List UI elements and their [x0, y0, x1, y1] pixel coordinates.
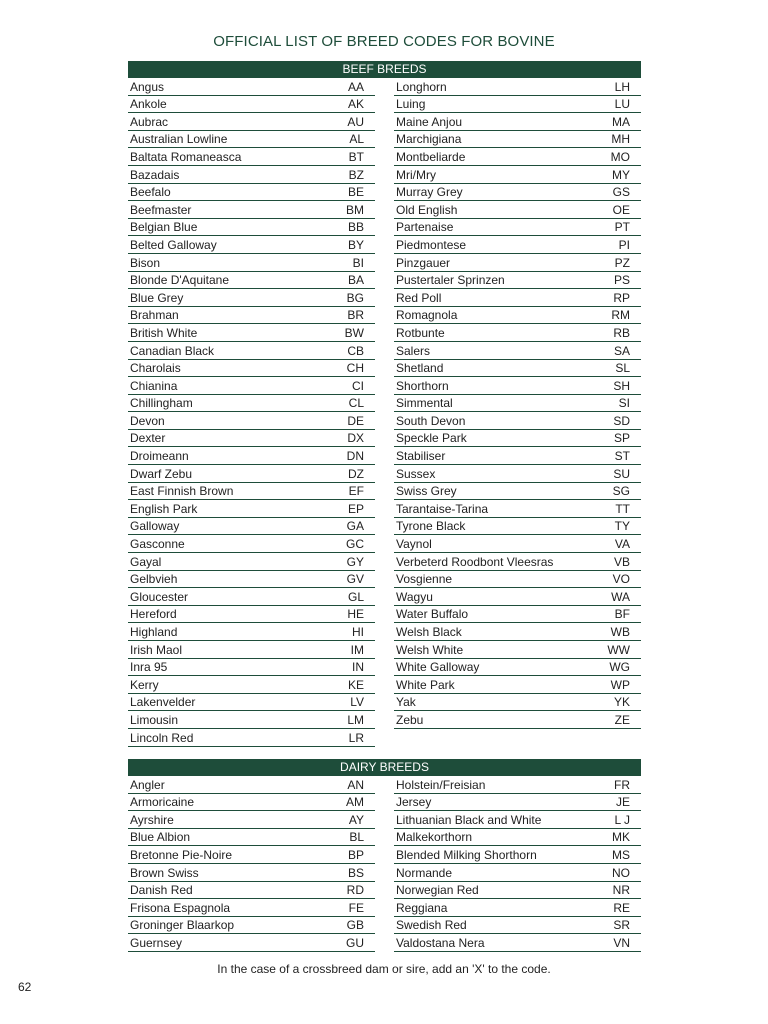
dairy-left-column — [128, 776, 375, 952]
breed-row — [394, 811, 641, 829]
breed-row — [128, 846, 375, 864]
breed-row — [128, 606, 375, 624]
breed-code: PS — [613, 273, 630, 288]
breed-row — [128, 430, 375, 448]
breed-row — [394, 254, 641, 272]
breed-name: Yak — [396, 695, 416, 710]
breed-row — [128, 776, 375, 794]
breed-code: EP — [347, 501, 364, 516]
breed-row — [128, 588, 375, 606]
breed-name: Australian Lowline — [130, 132, 228, 147]
breed-row — [394, 899, 641, 917]
breed-row — [128, 412, 375, 430]
breed-code: VA — [614, 537, 630, 552]
breed-code: GA — [346, 519, 364, 534]
breed-name: Rotbunte — [396, 325, 445, 340]
breed-code: BB — [347, 220, 364, 235]
breed-name: Dexter — [130, 431, 166, 446]
breed-code: BY — [347, 237, 364, 252]
breed-row — [128, 78, 375, 96]
breed-code: RM — [611, 308, 630, 323]
breed-code: IN — [352, 660, 364, 675]
breed-code: BS — [347, 865, 364, 880]
breed-row — [394, 219, 641, 237]
breed-row — [128, 917, 375, 935]
breed-code: NO — [612, 865, 630, 880]
page-number: 62 — [18, 980, 32, 994]
breed-code: RB — [613, 325, 630, 340]
breed-code: RE — [613, 900, 630, 915]
breed-name: English Park — [130, 501, 198, 516]
breed-row — [394, 794, 641, 812]
breed-code: AN — [347, 777, 364, 792]
breed-code: DX — [347, 431, 364, 446]
breed-name: Lakenvelder — [130, 695, 196, 710]
breed-code: HE — [347, 607, 364, 622]
breed-row — [394, 113, 641, 131]
breed-row — [394, 676, 641, 694]
breed-name: Longhorn — [396, 79, 447, 94]
breed-code: ZE — [614, 712, 630, 727]
breed-code: BE — [347, 185, 364, 200]
breed-code: SA — [613, 343, 630, 358]
breed-row — [394, 184, 641, 202]
breed-name: Ankole — [130, 97, 167, 112]
breed-name: Gloucester — [130, 589, 189, 604]
breed-name: Chianina — [130, 378, 178, 393]
breed-code: SP — [613, 431, 630, 446]
breed-name: Charolais — [130, 361, 181, 376]
breed-name: Mri/Mry — [396, 167, 436, 182]
breed-name: Swedish Red — [396, 918, 467, 933]
breed-code: WP — [610, 677, 630, 692]
breed-row — [128, 483, 375, 501]
breed-name: Welsh White — [396, 642, 464, 657]
breed-code: AU — [347, 114, 364, 129]
breed-name: Lithuanian Black and White — [396, 812, 542, 827]
breed-row — [394, 934, 641, 952]
breed-code: GY — [346, 554, 364, 569]
breed-code: BR — [347, 308, 364, 323]
breed-code: MO — [610, 149, 630, 164]
breed-row — [394, 846, 641, 864]
breed-name: Piedmontese — [396, 237, 467, 252]
breed-code: GC — [346, 537, 364, 552]
breed-code: KE — [347, 677, 364, 692]
breed-code: CH — [346, 361, 364, 376]
dairy-breeds-section — [128, 759, 641, 952]
breed-row — [128, 694, 375, 712]
breed-row — [128, 447, 375, 465]
breed-name: White Park — [396, 677, 455, 692]
breed-row — [128, 882, 375, 900]
breed-row — [128, 324, 375, 342]
breed-row — [128, 659, 375, 677]
breed-code: WA — [611, 589, 630, 604]
breed-name: Ayrshire — [130, 812, 174, 827]
breed-name: White Galloway — [396, 660, 480, 675]
breed-code: SR — [613, 918, 630, 933]
beef-breeds-table — [128, 78, 641, 748]
breed-code: FR — [614, 777, 630, 792]
breed-row — [128, 289, 375, 307]
breed-name: Romagnola — [396, 308, 458, 323]
breed-name: Tyrone Black — [396, 519, 466, 534]
breed-code: YK — [613, 695, 630, 710]
breed-name: Lincoln Red — [130, 730, 194, 745]
breed-row — [128, 535, 375, 553]
breed-row — [128, 184, 375, 202]
breed-code: VO — [612, 572, 630, 587]
breed-row — [128, 113, 375, 131]
dairy-breeds-header: DAIRY BREEDS — [128, 759, 641, 776]
breed-name: Inra 95 — [130, 660, 168, 675]
breed-name: Murray Grey — [396, 185, 463, 200]
breed-code: PT — [614, 220, 630, 235]
breed-row — [128, 395, 375, 413]
breed-row — [128, 342, 375, 360]
breed-row — [128, 166, 375, 184]
breed-row — [394, 553, 641, 571]
breed-code: BF — [614, 607, 630, 622]
breed-code: LM — [347, 712, 364, 727]
breed-name: Shetland — [396, 361, 444, 376]
breed-row — [128, 864, 375, 882]
beef-right-column — [394, 78, 641, 729]
breed-row — [128, 553, 375, 571]
breed-row — [394, 518, 641, 536]
breed-name: Gasconne — [130, 537, 185, 552]
breed-code: RP — [613, 290, 630, 305]
breed-name: Swiss Grey — [396, 484, 457, 499]
breed-code: BG — [346, 290, 364, 305]
breed-name: Dwarf Zebu — [130, 466, 193, 481]
breed-code: L J — [614, 812, 630, 827]
breed-row — [128, 131, 375, 149]
breed-row — [128, 623, 375, 641]
breed-code: GL — [347, 589, 364, 604]
breed-row — [394, 96, 641, 114]
breed-name: Beefalo — [130, 185, 171, 200]
breed-code: BI — [352, 255, 364, 270]
breed-code: GV — [346, 572, 364, 587]
breed-row — [394, 131, 641, 149]
breed-name: Stabiliser — [396, 449, 446, 464]
breed-code: BM — [346, 202, 364, 217]
breed-code: BT — [348, 149, 364, 164]
breed-row — [394, 694, 641, 712]
breed-code: BW — [344, 325, 364, 340]
breed-row — [394, 307, 641, 325]
breed-code: WG — [609, 660, 630, 675]
breed-name: Vaynol — [396, 537, 432, 552]
breed-name: Speckle Park — [396, 431, 467, 446]
breed-name: Sussex — [396, 466, 436, 481]
breed-name: Pustertaler Sprinzen — [396, 273, 505, 288]
breed-name: Danish Red — [130, 883, 193, 898]
breed-code: VB — [613, 554, 630, 569]
breed-code: TT — [615, 501, 630, 516]
breed-code: WW — [607, 642, 630, 657]
breed-row — [394, 829, 641, 847]
breed-name: Old English — [396, 202, 458, 217]
breed-row — [394, 342, 641, 360]
breed-row — [394, 272, 641, 290]
breed-name: Reggiana — [396, 900, 448, 915]
breed-row — [394, 864, 641, 882]
breed-name: Blonde D'Aquitane — [130, 273, 230, 288]
breed-code: MH — [611, 132, 630, 147]
breed-name: Verbeterd Roodbont Vleesras — [396, 554, 554, 569]
breed-name: Zebu — [396, 712, 424, 727]
breed-code: FE — [348, 900, 364, 915]
breed-code: AL — [349, 132, 364, 147]
beef-breeds-section — [128, 61, 641, 748]
breed-name: Gayal — [130, 554, 162, 569]
beef-breeds-header: BEEF BREEDS — [128, 61, 641, 78]
breed-row — [394, 776, 641, 794]
breed-row — [394, 641, 641, 659]
breed-name: Belgian Blue — [130, 220, 198, 235]
breed-row — [394, 395, 641, 413]
breed-name: Water Buffalo — [396, 607, 469, 622]
breed-code: GB — [346, 918, 364, 933]
breed-row — [128, 236, 375, 254]
breed-code: IM — [350, 642, 364, 657]
breed-name: East Finnish Brown — [130, 484, 234, 499]
breed-row — [394, 78, 641, 96]
breed-row — [128, 934, 375, 952]
breed-name: Angus — [130, 79, 165, 94]
breed-code: LU — [614, 97, 630, 112]
breed-name: Bazadais — [130, 167, 180, 182]
breed-row — [128, 465, 375, 483]
breed-row — [394, 535, 641, 553]
breed-name: Blue Grey — [130, 290, 184, 305]
breed-row — [394, 500, 641, 518]
breed-name: Limousin — [130, 712, 179, 727]
breed-code: LV — [350, 695, 364, 710]
breed-code: DN — [346, 449, 364, 464]
breed-row — [394, 571, 641, 589]
breed-code: SL — [615, 361, 630, 376]
breed-name: Tarantaise-Tarina — [396, 501, 489, 516]
breed-row — [128, 360, 375, 378]
breed-name: Red Poll — [396, 290, 442, 305]
breed-row — [128, 676, 375, 694]
breed-row — [394, 588, 641, 606]
breed-name: Chillingham — [130, 396, 193, 411]
breed-name: Galloway — [130, 519, 180, 534]
breed-row — [394, 148, 641, 166]
breed-name: Blended Milking Shorthorn — [396, 847, 537, 862]
breed-code: RD — [346, 883, 364, 898]
breed-name: Brahman — [130, 308, 179, 323]
breed-name: South Devon — [396, 413, 466, 428]
breed-code: DE — [347, 413, 364, 428]
breed-code: LR — [348, 730, 364, 745]
breed-name: Gelbvieh — [130, 572, 178, 587]
breed-row — [128, 899, 375, 917]
breed-name: Groninger Blaarkop — [130, 918, 235, 933]
breed-code: AM — [346, 795, 364, 810]
breed-name: Brown Swiss — [130, 865, 199, 880]
breed-name: Devon — [130, 413, 165, 428]
breed-row — [394, 711, 641, 729]
breed-row — [394, 377, 641, 395]
breed-code: BP — [347, 847, 364, 862]
breed-code: GU — [346, 935, 364, 950]
breed-row — [128, 219, 375, 237]
breed-row — [128, 148, 375, 166]
breed-code: BZ — [348, 167, 364, 182]
breed-name: Bretonne Pie-Noire — [130, 847, 233, 862]
breed-name: Vosgienne — [396, 572, 453, 587]
breed-code: TY — [614, 519, 630, 534]
breed-code: CI — [352, 378, 364, 393]
breed-row — [128, 254, 375, 272]
breed-row — [394, 483, 641, 501]
breed-name: Hereford — [130, 607, 177, 622]
dairy-breeds-table — [128, 776, 641, 952]
breed-row — [394, 201, 641, 219]
breed-name: Salers — [396, 343, 431, 358]
breed-code: PZ — [614, 255, 630, 270]
breed-row — [128, 729, 375, 747]
breed-name: Guernsey — [130, 935, 183, 950]
breed-code: OE — [612, 202, 630, 217]
breed-name: Angler — [130, 777, 165, 792]
breed-name: Droimeann — [130, 449, 189, 464]
breed-row — [394, 606, 641, 624]
breed-row — [394, 324, 641, 342]
breed-name: Valdostana Nera — [396, 935, 485, 950]
breed-row — [128, 377, 375, 395]
breed-row — [128, 201, 375, 219]
breed-row — [128, 571, 375, 589]
breed-name: Holstein/Freisian — [396, 777, 486, 792]
breed-name: Maine Anjou — [396, 114, 463, 129]
breed-name: Luing — [396, 97, 426, 112]
breed-code: VN — [613, 935, 630, 950]
breed-name: Blue Albion — [130, 830, 191, 845]
breed-code: LH — [614, 79, 630, 94]
breed-name: Baltata Romaneasca — [130, 149, 242, 164]
breed-code: AY — [348, 812, 364, 827]
breed-code: MA — [612, 114, 630, 129]
breed-name: Frisona Espagnola — [130, 900, 231, 915]
crossbreed-footnote: In the case of a crossbreed dam or sire, add an 'X' to the code. — [217, 962, 551, 976]
breed-code: PI — [618, 237, 630, 252]
breed-name: Kerry — [130, 677, 159, 692]
breed-row — [128, 829, 375, 847]
breed-name: Partenaise — [396, 220, 454, 235]
breed-row — [128, 96, 375, 114]
breed-code: CL — [348, 396, 364, 411]
breed-code: NR — [612, 883, 630, 898]
breed-code: CB — [347, 343, 364, 358]
breed-row — [128, 641, 375, 659]
breed-code: GS — [612, 185, 630, 200]
breed-code: ST — [614, 449, 630, 464]
breed-row — [394, 412, 641, 430]
breed-name: Belted Galloway — [130, 237, 217, 252]
breed-code: EF — [348, 484, 364, 499]
breed-code: AA — [347, 79, 364, 94]
breed-row — [394, 360, 641, 378]
breed-row — [394, 166, 641, 184]
breed-code: BA — [347, 273, 364, 288]
breed-name: Bison — [130, 255, 161, 270]
breed-name: Shorthorn — [396, 378, 449, 393]
breed-code: SD — [613, 413, 630, 428]
breed-row — [128, 272, 375, 290]
dairy-right-column — [394, 776, 641, 952]
breed-row — [128, 307, 375, 325]
breed-row — [128, 811, 375, 829]
breed-name: Malkekorthorn — [396, 830, 473, 845]
breed-name: Pinzgauer — [396, 255, 451, 270]
breed-code: SU — [613, 466, 630, 481]
breed-row — [394, 882, 641, 900]
beef-left-column — [128, 78, 375, 747]
breed-code: DZ — [348, 466, 364, 481]
breed-row — [394, 465, 641, 483]
breed-row — [394, 447, 641, 465]
breed-name: Jersey — [396, 795, 432, 810]
breed-row — [394, 917, 641, 935]
breed-row — [128, 518, 375, 536]
breed-row — [128, 711, 375, 729]
breed-name: Beefmaster — [130, 202, 192, 217]
breed-name: Canadian Black — [130, 343, 215, 358]
breed-name: Wagyu — [396, 589, 433, 604]
breed-name: Simmental — [396, 396, 453, 411]
breed-row — [394, 659, 641, 677]
breed-name: Norwegian Red — [396, 883, 479, 898]
breed-code: MK — [612, 830, 630, 845]
breed-name: Welsh Black — [396, 625, 462, 639]
breed-code: MS — [612, 847, 630, 862]
breed-row — [394, 430, 641, 448]
breed-row — [128, 500, 375, 518]
breed-row — [394, 236, 641, 254]
breed-name: Aubrac — [130, 114, 169, 129]
breed-name: Irish Maol — [130, 642, 183, 657]
breed-name: Marchigiana — [396, 132, 462, 147]
breed-code: SG — [612, 484, 630, 499]
breed-code: WB — [610, 625, 630, 639]
breed-name: Normande — [396, 865, 453, 880]
breed-name: Highland — [130, 625, 178, 639]
breed-code: MY — [612, 167, 630, 182]
breed-name: Armoricaine — [130, 795, 195, 810]
breed-row — [394, 289, 641, 307]
breed-name: British White — [130, 325, 198, 340]
breed-code: JE — [615, 795, 630, 810]
breed-code: BL — [349, 830, 364, 845]
breed-code: AK — [347, 97, 364, 112]
breed-row — [394, 623, 641, 641]
breed-name: Montbeliarde — [396, 149, 466, 164]
breed-code: HI — [352, 625, 364, 639]
breed-code: SI — [618, 396, 630, 411]
breed-row — [128, 794, 375, 812]
page-title: OFFICIAL LIST OF BREED CODES FOR BOVINE — [213, 33, 555, 50]
breed-code: SH — [613, 378, 630, 393]
